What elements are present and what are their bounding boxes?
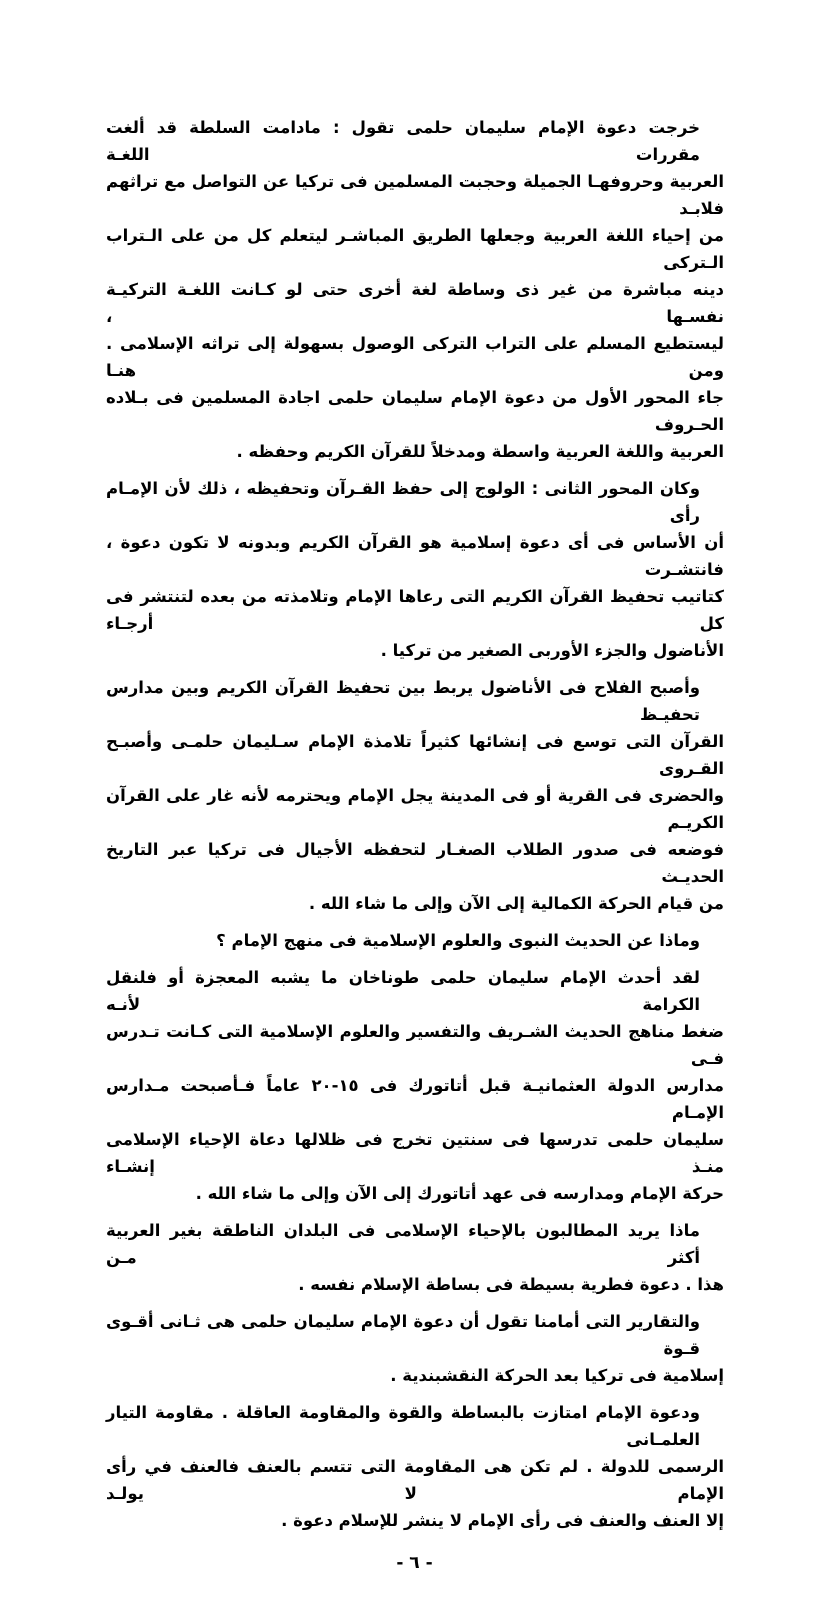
- text-line: سليمان حلمى تدرسها فى سنتين تخرج فى ظلالها دعاة الإحياء الإسلامى منـذ إنشـاء: [106, 1130, 724, 1176]
- text-line: وماذا عن الحديث النبوى والعلوم الإسلامية فى منهج الإمام ؟: [216, 931, 700, 950]
- text-line: مدارس الدولة العثمانيـة قبل أتاتورك فى ١٥-٢٠ عاماً فـأصبحت مـدارس الإمـام: [106, 1076, 724, 1122]
- text-line: أن الأساس فى أى دعوة إسلامية هو القرآن الكريم وبدونه لا تكون دعوة ، فانتشـرت: [106, 533, 724, 579]
- text-line: القرآن التى توسع فى إنشائها كثيراً تلامذة الإمام سـليمان حلمـى وأصبـح القـروى: [106, 732, 724, 778]
- text-line: والحضرى فى القرية أو فى المدينة يجل الإمام ويحترمه لأنه غار على القرآن الكريـم: [106, 786, 724, 832]
- text-line: حركة الإمام ومدارسه فى عهد أتاتورك إلى الآن وإلى ما شاء الله .: [195, 1184, 724, 1203]
- text-line: إسلامية فى تركيا بعد الحركة النقشبندية .: [390, 1366, 724, 1385]
- text-line: ودعوة الإمام امتازت بالبساطة والقوة والمقاومة العاقلة . مقاومة التيار العلمـانى: [106, 1403, 700, 1449]
- paragraph: [106, 674, 724, 917]
- text-line: وكان المحور الثانى : الولوج إلى حفظ القـرآن وتحفيظه ، ذلك لأن الإمـام رأى: [106, 479, 700, 525]
- paragraph: [106, 964, 724, 1207]
- text-line: والتقارير التى أمامنا تقول أن دعوة الإمام سليمان حلمى هى ثـانى أقـوى قـوة: [106, 1312, 700, 1358]
- text-line: لقد أحدث الإمام سليمان حلمى طوناخان ما يشبه المعجزة أو فلنقل الكرامة لأنـه: [106, 968, 700, 1014]
- paragraph: [106, 114, 724, 465]
- page-number: - ٦ -: [396, 1553, 433, 1573]
- text-line: وأصبح الفلاح فى الأناضول يربط بين تحفيظ القرآن الكريم وبين مدارس تحفيـظ: [106, 678, 700, 724]
- text-line: العربية وحروفهـا الجميلة وحجبت المسلمين فى تركيا عن التواصل مع تراثهم فلابـد: [106, 172, 724, 218]
- text-line: من إحياء اللغة العربية وجعلها الطريق المباشـر ليتعلم كل من على الـتراب الـتركى: [106, 226, 724, 272]
- text-line: من قيام الحركة الكمالية إلى الآن وإلى ما شاء الله .: [308, 894, 724, 913]
- paragraph: [106, 1308, 724, 1389]
- paragraph: [106, 475, 724, 664]
- text-line: هذا . دعوة فطرية بسيطة فى بساطة الإسلام نفسه .: [298, 1275, 724, 1294]
- text-line: ليستطيع المسلم على التراب التركى الوصول بسهولة إلى تراثه الإسلامى . ومن هنـا: [106, 334, 724, 380]
- text-line: العربية واللغة العربية واسطة ومدخلاً للقرآن الكريم وحفظه .: [236, 442, 724, 461]
- text-line: إلا العنف والعنف فى رأى الإمام لا ينشر للإسلام دعوة .: [281, 1511, 724, 1530]
- text-line: كتاتيب تحفيظ القرآن الكريم التى رعاها الإمام وتلامذته من بعده لتنتشر فى كل أرجـاء: [106, 587, 724, 633]
- text-line: الأناضول والجزء الأوربى الصغير من تركيا .: [380, 641, 724, 660]
- paragraph: [106, 1399, 724, 1534]
- text-line: فوضعه فى صدور الطلاب الصغـار لتحفظه الأجيال فى تركيا عبر التاريخ الحديـث: [106, 840, 724, 886]
- text-line: ضغط مناهج الحديث الشـريف والتفسير والعلوم الإسلامية التى كـانت تـدرس فـى: [106, 1022, 724, 1068]
- text-line: ماذا يريد المطالبون بالإحياء الإسلامى فى البلدان الناطقة بغير العربية أكثر مـن: [106, 1221, 700, 1267]
- text-line: خرجت دعوة الإمام سليمان حلمى تقول : مادامت السلطة قد ألغت مقررات اللغـة: [106, 118, 700, 164]
- text-line: الرسمى للدولة . لم تكن هى المقاومة التى تتسم بالعنف فالعنف في رأى الإمام لا يولـد: [106, 1457, 724, 1503]
- paragraph: [106, 927, 724, 954]
- text-line: جاء المحور الأول من دعوة الإمام سليمان حلمى اجادة المسلمين فى بـلاده الحـروف: [106, 388, 724, 434]
- paragraph: [106, 1217, 724, 1298]
- text-line: دينه مباشرة من غير ذى وساطة لغة أخرى حتى لو كـانت اللغـة التركيـة نفسـها ،: [106, 280, 724, 326]
